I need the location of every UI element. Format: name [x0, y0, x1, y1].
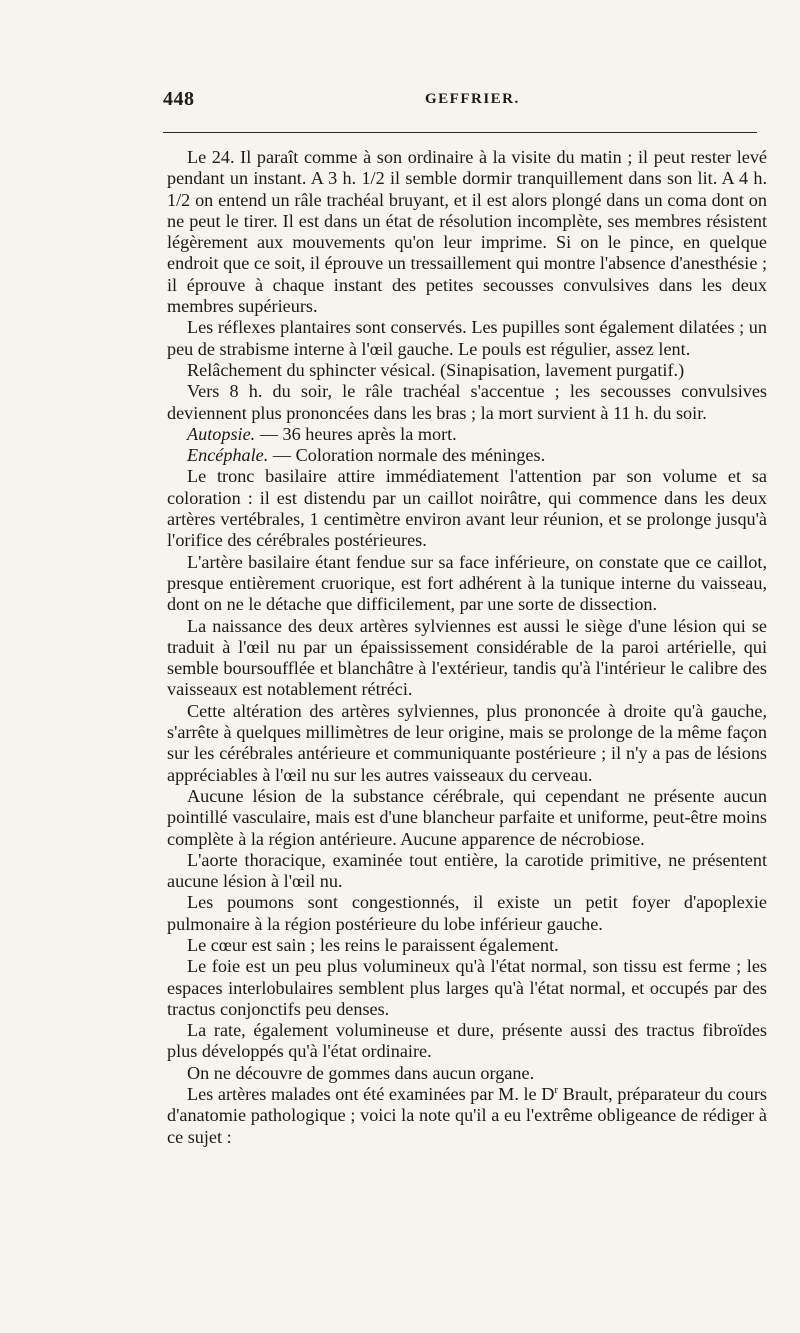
autopsie-paragraph	[167, 424, 767, 445]
encephale-label: Encéphale.	[187, 445, 269, 466]
paragraph: Le 24. Il paraît comme à son ordinaire à la visite du matin ; il peut rester levé pendant un instant. A 3 h. 1/2 il semble dormir tranquillement dans son lit. A 4 h. 1/2 on entend un râle trachéal bruyant, et il est alors plongé dans un coma dont on ne peut le tirer. Il est dans un état de résolution incomplète, ses membres résistent légèrement aux mouvements qu'on leur imprime. Si on le pince, en quelque endroit que ce soit, il éprouve un tressaillement qui montre l'absence d'anesthésie ; il éprouve à chaque instant des petites secousses convulsives dans les deux membres supérieurs.	[167, 147, 767, 317]
paragraph: L'aorte thoracique, examinée tout entière, la carotide primitive, ne présentent aucune lésion à l'œil nu.	[167, 849, 767, 892]
encephale-text: — Coloration normale des méninges.	[268, 445, 546, 466]
autopsie-text: — 36 heures après la mort.	[255, 423, 457, 444]
body-text	[167, 147, 767, 1148]
paragraph: Les réflexes plantaires sont conservés. Les pupilles sont également dilatées ; un peu de strabisme interne à l'œil gauche. Le pouls est régulier, assez lent.	[167, 317, 767, 359]
paragraph: L'artère basilaire étant fendue sur sa face inférieure, on constate que ce caillot, presque entièrement cruorique, est fort adhérent à la tunique interne du vaisseau, dont on ne le détache que difficilement, par une sorte de dissection.	[167, 551, 767, 615]
closing-text-start: Les artères malades ont été examinées par M. le D	[187, 1084, 555, 1105]
header-rule	[163, 132, 757, 133]
closing-paragraph	[167, 1084, 767, 1148]
paragraph: Les poumons sont congestionnés, il existe un petit foyer d'apoplexie pulmonaire à la région postérieure du lobe inférieur gauche.	[167, 892, 767, 934]
page-number: 448	[163, 88, 195, 110]
paragraph: Le tronc basilaire attire immédiatement l'attention par son volume et sa coloration : il est distendu par un caillot noirâtre, qui commence dans les deux artères vertébrales, 1 centimètre environ avant leur réunion, et se prolonge jusqu'à l'orifice des cérébrales postérieures.	[167, 466, 767, 551]
paragraph: Vers 8 h. du soir, le râle trachéal s'accentue ; les secousses convulsives deviennent plus prononcées dans les bras ; la mort survient à 11 h. du soir.	[167, 381, 767, 423]
paragraph: Le foie est un peu plus volumineux qu'à l'état normal, son tissu est ferme ; les espaces interlobulaires semblent plus larges qu'à l'état normal, et occupés par des tractus conjonctifs peu denses.	[167, 956, 767, 1019]
paragraph: Relâchement du sphincter vésical. (Sinapisation, lavement purgatif.)	[187, 359, 685, 380]
paragraph: Cette altération des artères sylviennes, plus prononcée à droite qu'à gauche, s'arrête à quelques millimètres de leur origine, mais se prolonge de la même façon sur les cérébrales antérieure et communiquante postérieure ; il n'y a pas de lésions appréciables à l'œil nu sur les autres vaisseaux du cerveau.	[167, 700, 767, 785]
superscript-r: r	[554, 1084, 559, 1096]
encephale-paragraph	[167, 445, 767, 466]
closing-text-end: Brault, préparateur du cours d'anatomie pathologique ; voici la note qu'il a eu l'extrême obligeance de rédiger à ce sujet :	[167, 1084, 767, 1147]
paragraph: La rate, également volumineuse et dure, présente aussi des tractus fibroïdes plus développés qu'à l'état ordinaire.	[167, 1020, 767, 1062]
running-head: GEFFRIER.	[425, 91, 520, 107]
autopsie-label: Autopsie.	[187, 423, 256, 444]
page-header	[163, 88, 757, 118]
paragraph: Aucune lésion de la substance cérébrale, qui cependant ne présente aucun pointillé vasculaire, mais est d'une blancheur parfaite et uniforme, peut-être moins complète à la région antérieure. Aucune apparence de nécrobiose.	[167, 785, 767, 849]
paragraph: Le cœur est sain ; les reins le paraissent également.	[187, 934, 559, 955]
paragraph: La naissance des deux artères sylviennes est aussi le siège d'une lésion qui se traduit à l'œil nu par un épaississement considérable de la paroi artérielle, qui semble boursoufflée et blanchâtre à l'extérieur, tandis qu'à l'intérieur le calibre des vaisseaux est notablement rétréci.	[167, 615, 767, 700]
paragraph: On ne découvre de gommes dans aucun organe.	[187, 1062, 535, 1083]
